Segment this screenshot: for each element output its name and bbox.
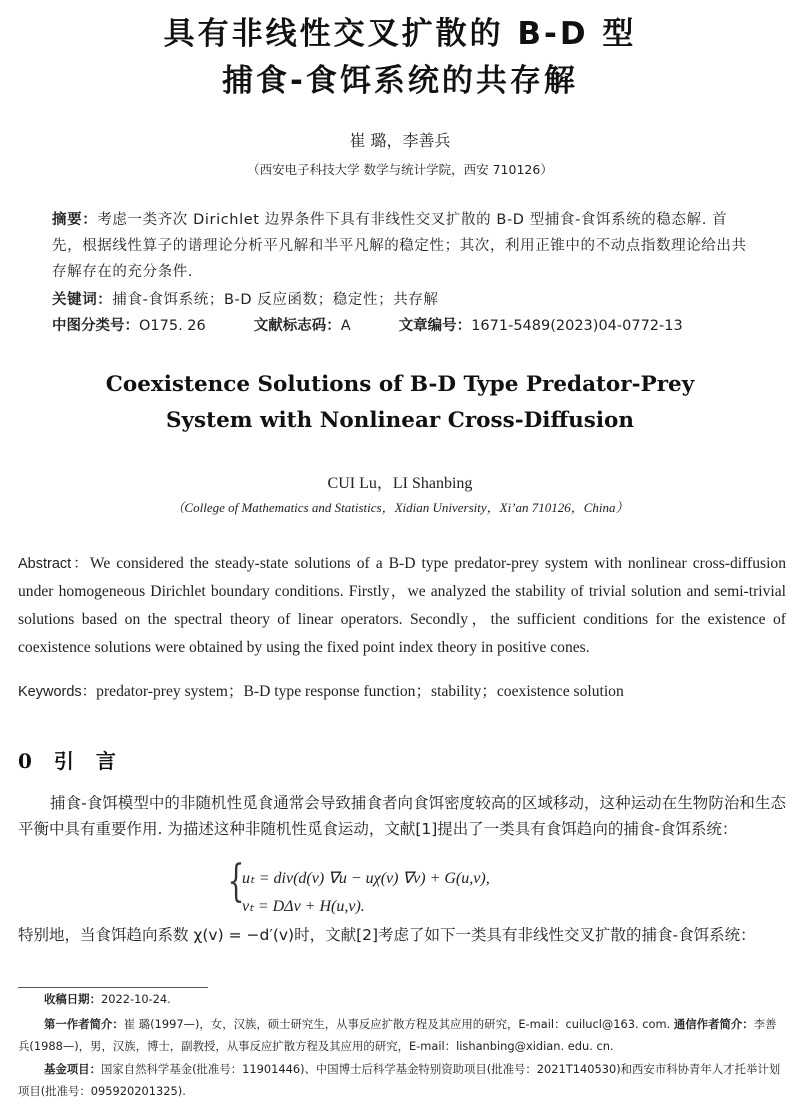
abstract-cn-text: 考虑一类齐次 Dirichlet 边界条件下具有非线性交叉扩散的 B-D 型捕食-食饵系统的稳态解. 首先，根据线性算子的谱理论分析平凡解和半平凡解的稳定性；其次，利用正锥中的不动点指数理论给出共存解存在的充分条件. (52, 212, 747, 280)
first-author-text: 崔 璐(1997—)，女，汉族，硕士研究生，从事反应扩散方程及其应用的研究，E-mail：cuilucl@163. com. (123, 1017, 671, 1031)
paper-title-cn-line1: 具有非线性交叉扩散的 B-D 型 (163, 16, 637, 52)
abstract-en-label: Abstract： (18, 556, 90, 572)
abstract-cn-label: 摘要： (52, 212, 98, 228)
authors-cn: 崔 璐，李善兵 (349, 131, 451, 150)
clc-value: O175. 26 (139, 318, 206, 334)
doc-code-label: 文献标志码： (253, 318, 341, 334)
abstract-cn (52, 207, 752, 285)
body-paragraph-1: 捕食-食饵模型中的非随机性觅食通常会导致捕食者向食饵密度较高的区域移动，这种运动在生物防治和生态平衡中具有重要作用. 为描述这种非随机性觅食运动，文献[1]提出了一类具有食饵趋向的捕食-食饵系统： (18, 794, 786, 838)
keywords-cn-label: 关键词： (52, 292, 113, 308)
equation-line-1: uₜ = div(d(v) ∇u − uχ(v) ∇v) + G(u,v), (242, 870, 490, 887)
paper-title-en-line2: System with Nonlinear Cross-Diffusion (166, 408, 634, 433)
corresponding-author-text: 李善兵(1988—)，男，汉族，博士，副教授，从事反应扩散方程及其应用的研究，E-mail：lishanbing@xidian. edu. cn. (18, 1017, 777, 1053)
affiliation-en: （College of Mathematics and Statistics，Xidian University，Xi’an 710126，China） (171, 500, 629, 515)
section-title: 引言 (53, 749, 138, 773)
keywords-cn-text: 捕食-食饵系统；B-D 反应函数；稳定性；共存解 (112, 292, 439, 308)
corresponding-author-label: 通信作者简介： (673, 1017, 754, 1031)
affiliation-cn: （西安电子科技大学 数学与统计学院，西安 710126） (247, 162, 553, 177)
section-heading (18, 745, 138, 774)
received-value: 2022-10-24. (100, 992, 171, 1006)
received-label: 收稿日期： (44, 992, 101, 1006)
equation-brace: { (227, 856, 245, 907)
first-author-label: 第一作者简介： (44, 1017, 124, 1031)
keywords-en (18, 680, 786, 704)
funding-text: 国家自然科学基金(批准号：11901446)、中国博士后科学基金特别资助项目(批准号：2021T140530)和西安市科协青年人才托举计划项目(批准号：095920201325). (18, 1062, 781, 1098)
paper-title-en-line1: Coexistence Solutions of B-D Type Predator-Prey (105, 372, 695, 397)
footnote-authors (18, 1013, 786, 1057)
keywords-cn (52, 289, 752, 311)
classification-line (52, 315, 752, 337)
article-number-label: 文章编号： (398, 318, 472, 334)
footnote-received (44, 988, 800, 1010)
funding-label: 基金项目： (44, 1062, 101, 1076)
body-paragraph-2: 特别地，当食饵趋向系数 χ(v) = −d′(v)时，文献[2]考虑了如下一类具有非线性交叉扩散的捕食-食饵系统： (18, 926, 756, 944)
paper-title-cn-line2: 捕食-食饵系统的共存解 (222, 63, 578, 99)
abstract-en-text: We considered the steady-state solutions of a B-D type predator-prey system with nonlinear cross-diffusion under homogeneous Dirichlet boundary conditions. Firstly，we analyzed the stability of trivial solution and semi-trivial solutions based on the spectral theory of linear operators. Secondly，the sufficient conditions for the existence of coexistence solutions were obtained by using the fixed point index theory in positive cones. (18, 555, 786, 656)
section-number: 0 (18, 749, 32, 773)
keywords-en-label: Keywords： (18, 684, 97, 700)
equation-line-2: vₜ = DΔv + H(u,v). (242, 898, 365, 915)
keywords-en-text: predator-prey system；B-D type response function；stability；coexistence solution (96, 683, 624, 700)
article-number-value: 1671-5489(2023)04-0772-13 (471, 318, 683, 334)
authors-en: CUI Lu，LI Shanbing (327, 475, 473, 492)
clc-label: 中图分类号： (52, 318, 139, 334)
footnote-funding (18, 1058, 786, 1102)
doc-code-value: A (340, 318, 351, 334)
abstract-en (18, 550, 786, 662)
